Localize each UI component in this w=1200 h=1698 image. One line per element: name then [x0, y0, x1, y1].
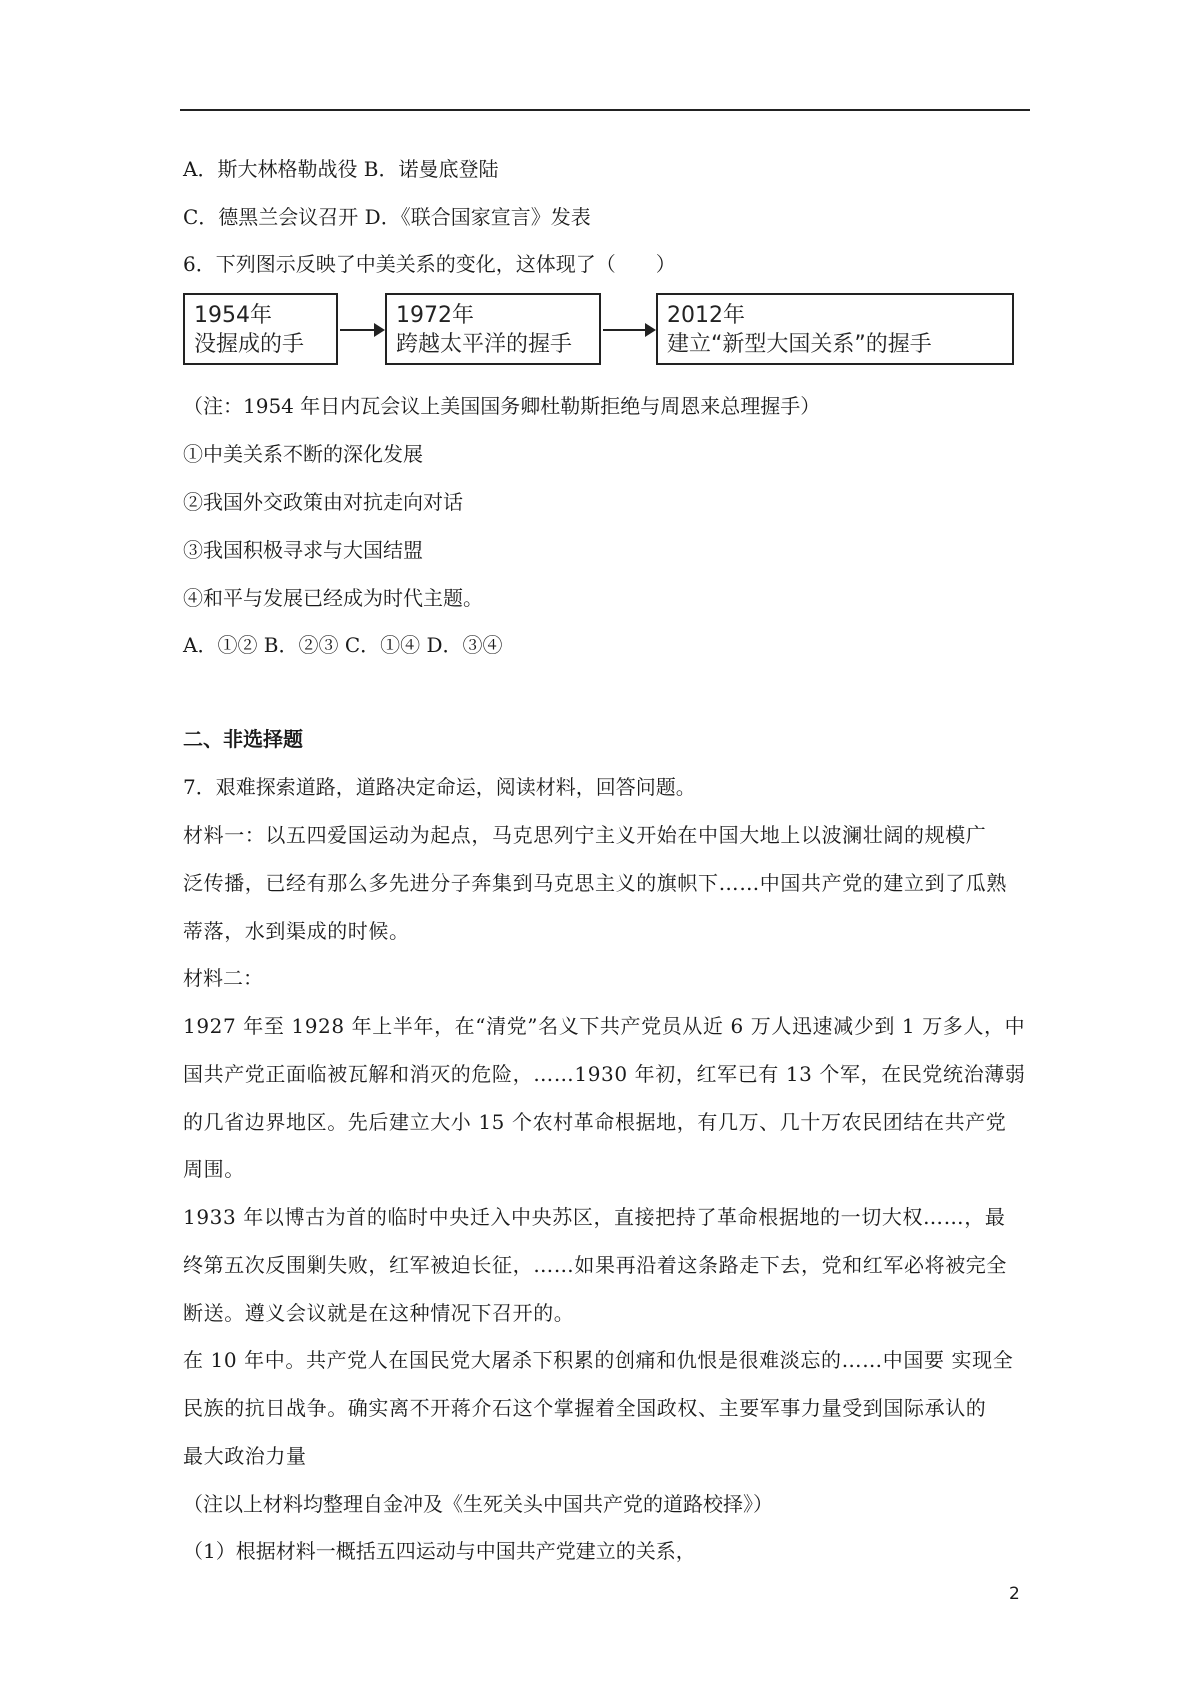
sino-us-flow-diagram [183, 291, 1033, 375]
section-heading: 二、非选择题 [183, 727, 303, 751]
material2-label: 材料二： [183, 966, 263, 990]
material1-line-3: 蒂落，水到渠成的时候。 [183, 919, 410, 943]
q6-stem: 6．下列图示反映了中美关系的变化，这体现了（ ） [183, 252, 676, 276]
page-number: 2 [1009, 1584, 1020, 1604]
material2-p1-line-2: 国共产党正面临被瓦解和消灭的危险，……1930 年初，红军已有 13 个军，在民党统治薄弱 [183, 1062, 1026, 1086]
flow-arrow-icon [340, 329, 383, 331]
q6-statement-1: ①中美关系不断的深化发展 [183, 442, 423, 466]
flow-box-text: 没握成的手 [194, 332, 305, 357]
material2-p3-line-3: 最大政治力量 [183, 1444, 307, 1468]
q6-statement-2: ②我国外交政策由对抗走向对话 [183, 490, 463, 514]
q6-note: （注：1954 年日内瓦会议上美国国务卿杜勒斯拒绝与周恩来总理握手） [183, 394, 821, 418]
q5-options-line-2: C．德黑兰会议召开 D．《联合国家宣言》发表 [183, 205, 591, 229]
flow-box-year: 1954年 [194, 303, 272, 328]
sub-question-1: （1）根据材料一概括五四运动与中国共产党建立的关系， [183, 1539, 696, 1563]
material2-p3-line-1: 在 10 年中。共产党人在国民党大屠杀下积累的创痛和仇恨是很难淡忘的……中国要 实现全 [183, 1348, 1014, 1372]
material1-line-2: 泛传播，已经有那么多先进分子奔集到马克思主义的旗帜下……中国共产党的建立到了瓜熟 [183, 871, 1007, 895]
flow-box-1954 [183, 293, 338, 365]
material2-p2-line-3: 断送。遵义会议就是在这种情况下召开的。 [183, 1301, 575, 1325]
material2-p1-line-3: 的几省边界地区。先后建立大小 15 个农村革命根据地，有几万、几十万农民团结在共产党 [183, 1110, 1007, 1134]
material1-line-1: 材料一：以五四爱国运动为起点，马克思列宁主义开始在中国大地上以波澜壮阔的规模广 [183, 823, 987, 847]
q7-stem: 7．艰难探索道路，道路决定命运，阅读材料，回答问题。 [183, 775, 696, 799]
flow-arrow-icon [603, 329, 654, 331]
material2-p1-line-1: 1927 年至 1928 年上半年，在“清党”名义下共产党员从近 6 万人迅速减少到 1 万多人，中 [183, 1014, 1026, 1038]
q6-statement-3: ③我国积极寻求与大国结盟 [183, 538, 423, 562]
material2-p1-line-4: 周围。 [183, 1157, 245, 1181]
flow-box-2012 [656, 293, 1014, 365]
flow-box-1972 [385, 293, 601, 365]
source-note: （注以上材料均整理自金冲及《生死关头中国共产党的道路校择》） [183, 1492, 773, 1516]
flow-box-text: 建立“新型大国关系”的握手 [667, 332, 932, 357]
q6-statement-4: ④和平与发展已经成为时代主题。 [183, 586, 483, 610]
q5-options-line-1: A．斯大林格勒战役 B．诺曼底登陆 [183, 157, 499, 181]
material2-p2-line-2: 终第五次反围剿失败，红军被迫长征，……如果再沿着这条路走下去，党和红军必将被完全 [183, 1253, 1007, 1277]
flow-box-text: 跨越太平洋的握手 [396, 332, 573, 357]
flow-box-year: 2012年 [667, 303, 745, 328]
material2-p2-line-1: 1933 年以博古为首的临时中央迁入中央苏区，直接把持了革命根据地的一切大权……，最 [183, 1205, 1006, 1229]
flow-box-year: 1972年 [396, 303, 474, 328]
q6-choices: A．①② B．②③ C．①④ D．③④ [183, 633, 503, 657]
header-rule [180, 109, 1030, 111]
material2-p3-line-2: 民族的抗日战争。确实离不开蒋介石这个掌握着全国政权、主要军事力量受到国际承认的 [183, 1396, 987, 1420]
